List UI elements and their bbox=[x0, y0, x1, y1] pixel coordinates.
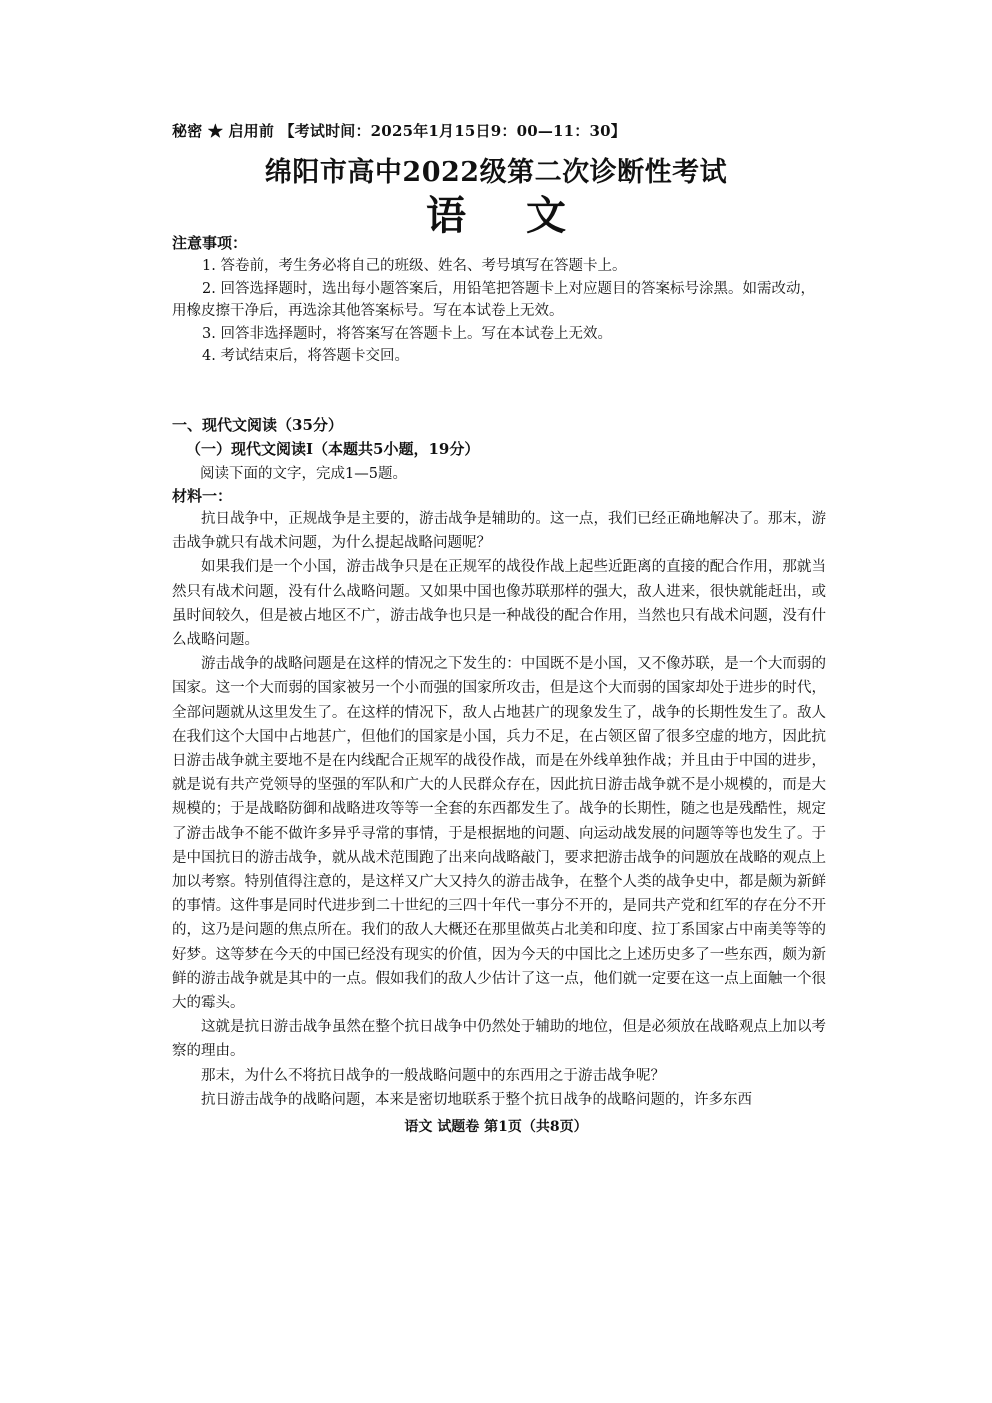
notice-item: 3. 回答非选择题时，将答案写在答题卡上。写在本试卷上无效。 bbox=[202, 325, 612, 342]
page-footer: 语文 试题卷 第1页（共8页） bbox=[404, 1119, 588, 1135]
notice-title: 注意事项： bbox=[172, 234, 248, 252]
body-paragraph: 这就是抗日游击战争虽然在整个抗日战争中仍然处于辅助的地位，但是必须放在战略观点上加以考察的理由。 bbox=[172, 1019, 826, 1060]
body-paragraph: 抗日战争中，正规战争是主要的，游击战争是辅助的。这一点，我们已经正确地解决了。那末，游击战争就只有战术问题，为什么提起战略问题呢？ bbox=[172, 511, 826, 552]
subsection-title: （一）现代文阅读Ⅰ（本题共5小题，19分） bbox=[186, 440, 480, 458]
body-paragraph: 抗日游击战争的战略问题，本来是密切地联系于整个抗日战争的战略问题的，许多东西 bbox=[201, 1091, 752, 1108]
notice-item: 4. 考试结束后，将答题卡交回。 bbox=[202, 348, 409, 364]
body-paragraph: 游击战争的战略问题是在这样的情况之下发生的：中国既不是小国，又不像苏联，是一个大而弱的国家。这一个大而弱的国家被另一个小而强的国家所攻击，但是这个大而弱的国家却处于进步的时代，全部问题就从这里发生了。在这样的情况下，敌人占地甚广的现象发生了，战争的长期性发生了。敌人在我们这个大国中占地甚广，但他们的国家是小国，兵力不足，在占领区留了很多空虚的地方，因此抗日游击战争就主要地不是在内线配合正规军的战役作战，而是在外线单独作战；并且由于中国的进步，就是说有共产党领导的坚强的军队和广大的人民群众存在，因此抗日游击战争就不是小规模的，而是大规模的；于是战略防御和战略进攻等等一全套的东西都发生了。战争的长期性，随之也是残酷性，规定了游击战争不能不做许多异乎寻常的事情，于是根据地的问题、向运动战发展的问题等等也发生了。于是中国抗日的游击战争，就从战术范围跑了出来向战略敲门，要求把游击战争的问题放在战略的观点上加以考察。特别值得注意的，是这样又广大又持久的游击战争，在整个人类的战争史中，都是颇为新鲜的事情。这件事是同时代进步到二十世纪的三四十年代一事分不开的，是同共产党和红军的存在分不开的，这乃是问题的焦点所在。我们的敌人大概还在那里做英占北美和印度、拉丁系国家占中南美等等的好梦。这等梦在今天的中国已经没有现实的价值，因为今天的中国比之上述历史多了一些东西，颇为新鲜的游击战争就是其中的一点。假如我们的敌人少估计了这一点，他们就一定要在这一点上面触一个很大的霉头。 bbox=[172, 656, 826, 1012]
body-paragraph: 那末，为什么不将抗日战争的一般战略问题中的东西用之于游击战争呢？ bbox=[201, 1067, 665, 1084]
notice-item: 2. 回答选择题时，选出每小题答案后，用铅笔把答题卡上对应题目的答案标号涂黑。如需改动，用橡皮擦干净后，再选涂其他答案标号。写在本试卷上无效。 bbox=[172, 280, 815, 319]
notice-item: 1. 答卷前，考生务必将自己的班级、姓名、考号填写在答题卡上。 bbox=[202, 258, 627, 274]
subject-title: 语文 bbox=[426, 192, 626, 239]
material-body bbox=[172, 507, 826, 1112]
section-title: 一、现代文阅读（35分） bbox=[172, 416, 343, 434]
exam-title: 绵阳市高中2022级第二次诊断性考试 bbox=[264, 157, 728, 188]
material-label: 材料一： bbox=[172, 487, 233, 505]
confidential-header: 秘密 ★ 启用前 【考试时间：2025年1月15日9：00—11：30】 bbox=[172, 122, 626, 140]
notice-list bbox=[172, 255, 822, 368]
reading-instruction: 阅读下面的文字，完成1—5题。 bbox=[200, 466, 407, 482]
body-paragraph: 如果我们是一个小国，游击战争只是在正规军的战役作战上起些近距离的直接的配合作用，那就当然只有战术问题，没有什么战略问题。又如果中国也像苏联那样的强大，敌人进来，很快就能赶出，或虽时间较久，但是被占地区不广，游击战争也只是一种战役的配合作用，当然也只有战术问题，没有什么战略问题。 bbox=[172, 559, 826, 649]
